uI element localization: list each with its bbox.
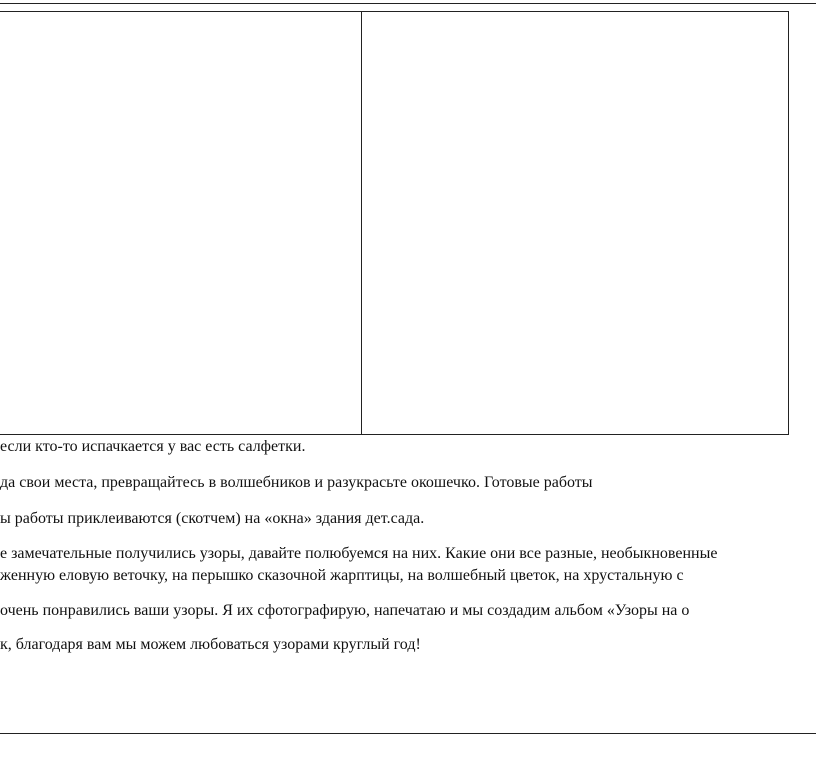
body-paragraph: если кто-то испачкается у вас есть салфетки. <box>0 438 306 455</box>
body-paragraph: ы работы приклеиваются (скотчем) на «окна» здания дет.сада. <box>0 510 425 527</box>
body-paragraph: к, благодаря вам мы можем любоваться узорами круглый год! <box>0 636 421 653</box>
top-rule <box>0 3 816 4</box>
column-divider <box>361 12 362 434</box>
body-paragraph: очень понравились ваши узоры. Я их сфотографирую, напечатаю и мы создадим альбом «Узоры на о <box>0 602 690 619</box>
body-paragraph: женную еловую веточку, на перышко сказочной жарптицы, на волшебный цветок, на хрустальную с <box>0 567 684 584</box>
body-paragraph: е замечательные получились узоры, давайте полюбуемся на них. Какие они все разные, необыкновенные <box>0 545 718 562</box>
bottom-rule <box>0 733 816 734</box>
body-paragraph: да свои места, превращайтесь в волшебников и разукрасьте окошечко. Готовые работы <box>0 474 593 491</box>
poem-table <box>0 11 789 435</box>
